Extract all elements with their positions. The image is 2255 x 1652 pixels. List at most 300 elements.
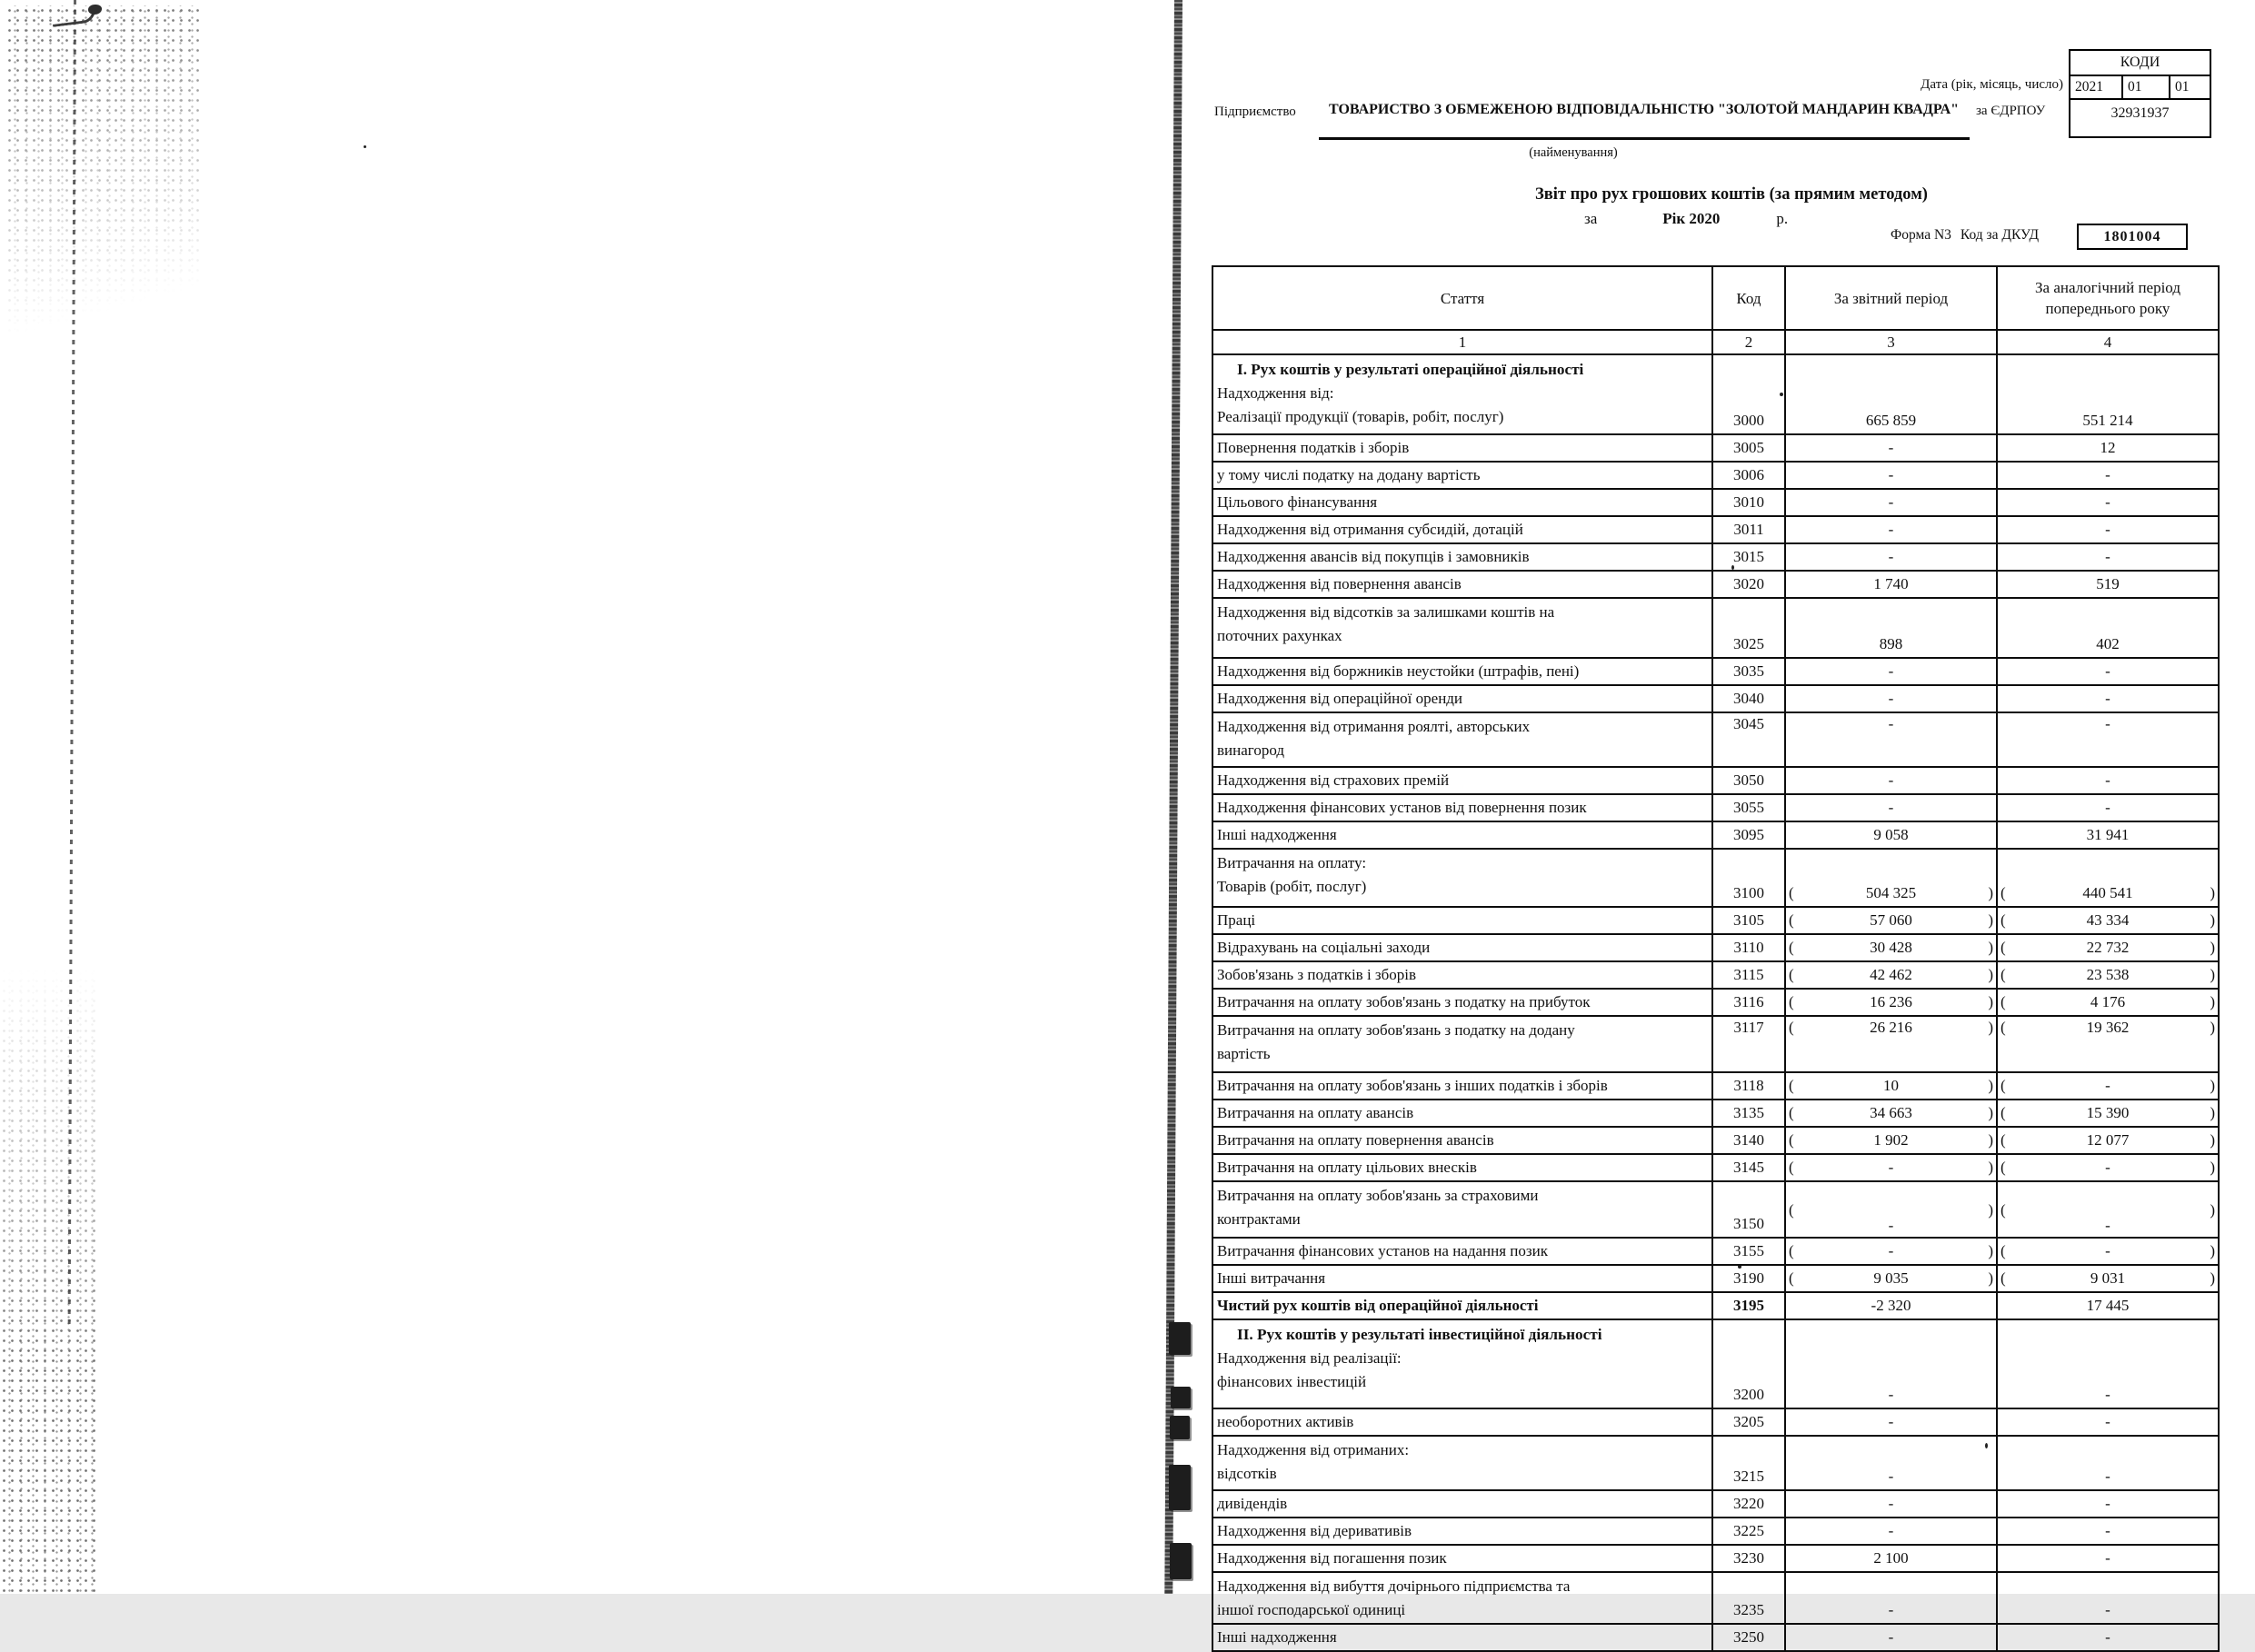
row-code: 3035 xyxy=(1712,658,1785,685)
row-label xyxy=(1212,1572,1712,1624)
paren-value-wrap xyxy=(1786,966,1996,984)
row-code: 3045 xyxy=(1712,712,1785,767)
header-article: Стаття xyxy=(1212,266,1712,330)
close-paren: ) xyxy=(2210,1104,2215,1121)
row-code: 3015 xyxy=(1712,543,1785,571)
cell-value: 30 428 xyxy=(1870,939,1912,956)
row-label-line: Надходження від отриманих: xyxy=(1217,1441,1410,1458)
table-row xyxy=(1212,658,2219,685)
company-name: ТОВАРИСТВО З ОБМЕЖЕНОЮ ВІДПОВІДАЛЬНІСТЮ "ЗОЛОТОЙ МАНДАРИН КВАДРА" xyxy=(1329,102,1960,117)
value-previous-period: - xyxy=(1997,462,2219,489)
value-current-period xyxy=(1785,1016,1997,1072)
table-row xyxy=(1212,1436,2219,1490)
row-label-line: Надходження від відсотків за залишками коштів на xyxy=(1217,603,1555,621)
value-previous-period: - xyxy=(1997,1545,2219,1572)
row-label-line: Витрачання на оплату цільових внесків xyxy=(1217,1159,1477,1176)
row-label xyxy=(1212,685,1712,712)
row-label-line: Витрачання на оплату зобов'язань з податку на додану xyxy=(1217,1021,1575,1039)
value-previous-period xyxy=(1997,849,2219,907)
row-label xyxy=(1212,1624,1712,1651)
row-label xyxy=(1212,1238,1712,1265)
column-number: 3 xyxy=(1785,330,1997,354)
binding-comb-mark xyxy=(1169,1465,1191,1510)
open-paren: ( xyxy=(2001,1242,2006,1259)
close-paren: ) xyxy=(1988,966,1993,983)
row-code: 3095 xyxy=(1712,821,1785,849)
open-paren: ( xyxy=(2001,1201,2006,1219)
value-previous-period: - xyxy=(1997,489,2219,516)
open-paren: ( xyxy=(2001,1159,2006,1176)
value-previous-period xyxy=(1997,934,2219,961)
value-previous-period: - xyxy=(1997,658,2219,685)
row-code: 3155 xyxy=(1712,1238,1785,1265)
cell-value: 10 xyxy=(1883,1077,1899,1094)
value-previous-period xyxy=(1997,1181,2219,1238)
value-current-period: - xyxy=(1785,1624,1997,1651)
row-label-line: Інші витрачання xyxy=(1217,1269,1326,1287)
row-label-line: Витрачання на оплату зобов'язань з податку на прибуток xyxy=(1217,993,1591,1010)
table-row xyxy=(1212,767,2219,794)
row-code: 3190 xyxy=(1712,1265,1785,1292)
paren-value-wrap xyxy=(1998,1269,2218,1288)
column-number-row xyxy=(1212,330,2219,354)
table-row xyxy=(1212,598,2219,658)
value-current-period: - xyxy=(1785,1518,1997,1545)
value-current-period xyxy=(1785,849,1997,907)
row-label xyxy=(1212,821,1712,849)
cell-value: 26 216 xyxy=(1870,1019,1912,1036)
codes-box-day: 01 xyxy=(2175,79,2190,95)
cell-value: - xyxy=(2105,1217,2110,1234)
value-current-period: - xyxy=(1785,1408,1997,1436)
close-paren: ) xyxy=(2210,1077,2215,1094)
paren-value-wrap xyxy=(1998,1104,2218,1122)
row-label xyxy=(1212,907,1712,934)
row-code: 3195 xyxy=(1712,1292,1785,1319)
row-label-line: Надходження від боржників неустойки (штрафів, пені) xyxy=(1217,662,1580,680)
value-current-period xyxy=(1785,1154,1997,1181)
date-label: Дата (рік, місяць, число) xyxy=(1921,77,2063,92)
close-paren: ) xyxy=(2210,1019,2215,1036)
row-label xyxy=(1212,516,1712,543)
cell-value: 16 236 xyxy=(1870,993,1912,1010)
row-label xyxy=(1212,489,1712,516)
row-label xyxy=(1212,1292,1712,1319)
value-previous-period xyxy=(1997,907,2219,934)
row-label-line: Надходження від страхових премій xyxy=(1217,771,1450,789)
table-row xyxy=(1212,1572,2219,1624)
value-previous-period xyxy=(1997,1100,2219,1127)
table-row xyxy=(1212,571,2219,598)
edrpou-label: за ЄДРПОУ xyxy=(1976,104,2046,118)
table-row xyxy=(1212,1127,2219,1154)
period-suffix: р. xyxy=(1776,210,1789,227)
cell-value: 57 060 xyxy=(1870,911,1912,929)
cell-value: 15 390 xyxy=(2086,1104,2130,1121)
table-row xyxy=(1212,1016,2219,1072)
value-previous-period xyxy=(1997,1072,2219,1100)
row-label-line: дивідендів xyxy=(1217,1495,1288,1512)
row-label-line: контрактами xyxy=(1217,1210,1301,1228)
table-row xyxy=(1212,434,2219,462)
cell-value: 12 077 xyxy=(2086,1131,2130,1149)
table-row xyxy=(1212,1238,2219,1265)
cell-value: - xyxy=(1888,1217,1894,1234)
paren-value-wrap xyxy=(1786,911,1996,930)
close-paren: ) xyxy=(2210,911,2215,929)
value-current-period: - xyxy=(1785,1572,1997,1624)
row-label xyxy=(1212,794,1712,821)
row-code: 3250 xyxy=(1712,1624,1785,1651)
cash-flow-table xyxy=(1212,265,2220,1652)
table-row xyxy=(1212,712,2219,767)
table-row xyxy=(1212,907,2219,934)
section-title: І. Рух коштів у результаті операційної діяльності xyxy=(1237,361,1584,378)
paren-value-wrap xyxy=(1786,1104,1996,1122)
value-current-period: - xyxy=(1785,543,1997,571)
row-label-line: Надходження від повернення авансів xyxy=(1217,575,1462,592)
open-paren: ( xyxy=(2001,939,2006,956)
company-name-underline xyxy=(1319,137,1970,140)
open-paren: ( xyxy=(1789,966,1794,983)
row-label xyxy=(1212,658,1712,685)
open-paren: ( xyxy=(2001,966,2006,983)
table-row xyxy=(1212,1624,2219,1651)
row-label xyxy=(1212,849,1712,907)
value-current-period: - xyxy=(1785,434,1997,462)
row-label-line: Надходження від деривативів xyxy=(1217,1522,1412,1539)
row-code: 3110 xyxy=(1712,934,1785,961)
close-paren: ) xyxy=(1988,1159,1993,1176)
close-paren: ) xyxy=(1988,993,1993,1010)
value-previous-period: - xyxy=(1997,1518,2219,1545)
close-paren: ) xyxy=(2210,884,2215,901)
value-previous-period: 402 xyxy=(1997,598,2219,658)
row-label-line: Надходження від вибуття дочірнього підприємства та xyxy=(1217,1577,1571,1595)
value-previous-period: - xyxy=(1997,685,2219,712)
row-label xyxy=(1212,1016,1712,1072)
header-previous-period: За аналогічний період попереднього року xyxy=(1997,266,2219,330)
header-code: Код xyxy=(1712,266,1785,330)
cell-value: - xyxy=(2105,1077,2110,1094)
row-label-line: Надходження фінансових установ від повернення позик xyxy=(1217,799,1587,816)
row-code: 3140 xyxy=(1712,1127,1785,1154)
value-current-period xyxy=(1785,1181,1997,1238)
row-code: 3025 xyxy=(1712,598,1785,658)
cell-value: 42 462 xyxy=(1870,966,1912,983)
row-code: 3200 xyxy=(1712,1319,1785,1408)
value-current-period: 665 859 xyxy=(1785,354,1997,434)
cell-value: 440 541 xyxy=(2082,884,2133,901)
paren-value-wrap xyxy=(1998,1077,2218,1095)
paren-value-wrap xyxy=(1998,993,2218,1011)
value-previous-period xyxy=(1997,1154,2219,1181)
close-paren: ) xyxy=(2210,1201,2215,1219)
row-label xyxy=(1212,934,1712,961)
row-code: 3215 xyxy=(1712,1436,1785,1490)
table-row xyxy=(1212,516,2219,543)
row-label-line: необоротних активів xyxy=(1217,1413,1354,1430)
row-code: 3115 xyxy=(1712,961,1785,989)
row-label xyxy=(1212,1436,1712,1490)
open-paren: ( xyxy=(2001,911,2006,929)
value-current-period: - xyxy=(1785,462,1997,489)
row-label xyxy=(1212,1127,1712,1154)
paren-value-wrap xyxy=(1786,1269,1996,1288)
row-code: 3117 xyxy=(1712,1016,1785,1072)
row-label-line: Витрачання фінансових установ на надання позик xyxy=(1217,1242,1548,1259)
row-label xyxy=(1212,1072,1712,1100)
row-label-line: Чистий рух коштів від операційної діяльності xyxy=(1217,1297,1539,1314)
table-row xyxy=(1212,1545,2219,1572)
row-label-line: Повернення податків і зборів xyxy=(1217,439,1410,456)
value-current-period: - xyxy=(1785,516,1997,543)
paren-value-wrap xyxy=(1786,1077,1996,1095)
table-row xyxy=(1212,849,2219,907)
codes-box-month: 01 xyxy=(2123,76,2170,98)
table-row xyxy=(1212,1518,2219,1545)
table-row xyxy=(1212,462,2219,489)
value-current-period xyxy=(1785,1100,1997,1127)
paren-value-wrap xyxy=(1998,1159,2218,1177)
row-code: 3205 xyxy=(1712,1408,1785,1436)
scan-noise-top-left xyxy=(5,5,201,369)
value-current-period: 2 100 xyxy=(1785,1545,1997,1572)
value-previous-period: - xyxy=(1997,1572,2219,1624)
value-previous-period: - xyxy=(1997,794,2219,821)
row-code: 3116 xyxy=(1712,989,1785,1016)
value-previous-period: 12 xyxy=(1997,434,2219,462)
codes-box-year: 2021 xyxy=(2070,76,2123,98)
open-paren: ( xyxy=(1789,939,1794,956)
paren-value-wrap xyxy=(1786,993,1996,1011)
period-prefix: за xyxy=(1584,210,1598,227)
row-label-line: Цільового фінансування xyxy=(1217,493,1378,511)
value-current-period: 898 xyxy=(1785,598,1997,658)
open-paren: ( xyxy=(2001,1077,2006,1094)
row-label xyxy=(1212,571,1712,598)
value-current-period xyxy=(1785,1127,1997,1154)
codes-box-edrpou-value: 32931937 xyxy=(2110,105,2170,121)
value-current-period: - xyxy=(1785,685,1997,712)
codes-box xyxy=(2069,49,2211,138)
table-row xyxy=(1212,961,2219,989)
value-current-period: - xyxy=(1785,1319,1997,1408)
cell-value: 22 732 xyxy=(2086,939,2130,956)
paren-value-wrap xyxy=(1786,939,1996,957)
open-paren: ( xyxy=(2001,884,2006,901)
row-code: 3050 xyxy=(1712,767,1785,794)
table-header-row xyxy=(1212,266,2219,330)
row-label xyxy=(1212,712,1712,767)
value-previous-period: - xyxy=(1997,767,2219,794)
close-paren: ) xyxy=(2210,966,2215,983)
column-number: 2 xyxy=(1712,330,1785,354)
paren-value-wrap xyxy=(1786,1242,1996,1260)
value-current-period xyxy=(1785,989,1997,1016)
row-label-line: Надходження від отримання роялті, авторських xyxy=(1217,718,1531,735)
dkud-code-box: 1801004 xyxy=(2077,224,2188,250)
report-period xyxy=(1584,210,2002,228)
close-paren: ) xyxy=(2210,1159,2215,1176)
form-label: Форма N3 xyxy=(1891,227,1951,243)
row-label xyxy=(1212,462,1712,489)
row-code: 3040 xyxy=(1712,685,1785,712)
row-label-line: Витрачання на оплату: xyxy=(1217,854,1367,871)
row-code: 3011 xyxy=(1712,516,1785,543)
open-paren: ( xyxy=(1789,1201,1794,1219)
row-label-line: Надходження від операційної оренди xyxy=(1217,690,1463,707)
report-title: Звіт про рух грошових коштів (за прямим методом) xyxy=(1535,185,1928,204)
value-previous-period: 551 214 xyxy=(1997,354,2219,434)
row-label xyxy=(1212,1518,1712,1545)
open-paren: ( xyxy=(2001,993,2006,1010)
row-code: 3005 xyxy=(1712,434,1785,462)
row-label xyxy=(1212,1545,1712,1572)
row-label xyxy=(1212,1490,1712,1518)
enterprise-label: Підприємство xyxy=(1214,104,1296,119)
row-code: 3105 xyxy=(1712,907,1785,934)
row-label-line: Витрачання на оплату зобов'язань з інших податків і зборів xyxy=(1217,1077,1608,1094)
value-previous-period xyxy=(1997,961,2219,989)
value-previous-period xyxy=(1997,1265,2219,1292)
row-code: 3020 xyxy=(1712,571,1785,598)
row-code: 3150 xyxy=(1712,1181,1785,1238)
paren-value-wrap xyxy=(1786,884,1996,902)
cell-value: 34 663 xyxy=(1870,1104,1912,1121)
close-paren: ) xyxy=(1988,1077,1993,1094)
close-paren: ) xyxy=(2210,939,2215,956)
value-current-period xyxy=(1785,961,1997,989)
open-paren: ( xyxy=(1789,884,1794,901)
row-label xyxy=(1212,543,1712,571)
table-row xyxy=(1212,1408,2219,1436)
value-current-period xyxy=(1785,907,1997,934)
row-label-line: Витрачання на оплату повернення авансів xyxy=(1217,1131,1494,1149)
close-paren: ) xyxy=(1988,1104,1993,1121)
row-code: 3006 xyxy=(1712,462,1785,489)
value-current-period: - xyxy=(1785,489,1997,516)
header-current-period: За звітний період xyxy=(1785,266,1997,330)
value-current-period xyxy=(1785,1238,1997,1265)
table-row xyxy=(1212,489,2219,516)
value-current-period xyxy=(1785,1072,1997,1100)
row-label-line: Надходження від отримання субсидій, дотацій xyxy=(1217,521,1523,538)
close-paren: ) xyxy=(1988,939,1993,956)
row-label-line: Праці xyxy=(1217,911,1256,929)
scan-noise-bottom-left xyxy=(0,936,98,1594)
close-paren: ) xyxy=(1988,1242,1993,1259)
binding-comb-mark xyxy=(1169,1322,1191,1355)
row-code: 3055 xyxy=(1712,794,1785,821)
table-row xyxy=(1212,1181,2219,1238)
value-previous-period: - xyxy=(1997,516,2219,543)
row-code: 3135 xyxy=(1712,1100,1785,1127)
value-previous-period: - xyxy=(1997,712,2219,767)
cell-value: 4 176 xyxy=(2090,993,2126,1010)
row-label-line: у тому числі податку на додану вартість xyxy=(1217,466,1481,483)
value-previous-period: - xyxy=(1997,543,2219,571)
cash-flow-statement xyxy=(1212,265,2220,1652)
value-current-period: - xyxy=(1785,1490,1997,1518)
row-code: 3225 xyxy=(1712,1518,1785,1545)
row-label-line: вартість xyxy=(1217,1045,1271,1062)
row-label xyxy=(1212,1408,1712,1436)
close-paren: ) xyxy=(1988,1269,1993,1287)
binding-comb-mark xyxy=(1170,1416,1190,1439)
close-paren: ) xyxy=(1988,1131,1993,1149)
close-paren: ) xyxy=(1988,884,1993,901)
row-label xyxy=(1212,1181,1712,1238)
row-label-line: Зобов'язань з податків і зборів xyxy=(1217,966,1417,983)
paren-value-wrap xyxy=(1998,911,2218,930)
open-paren: ( xyxy=(2001,1104,2006,1121)
value-previous-period xyxy=(1997,1127,2219,1154)
table-row xyxy=(1212,989,2219,1016)
value-previous-period: 17 445 xyxy=(1997,1292,2219,1319)
close-paren: ) xyxy=(1988,1201,1993,1219)
value-previous-period: - xyxy=(1997,1624,2219,1651)
codes-box-date-row xyxy=(2070,76,2210,100)
table-row xyxy=(1212,1154,2219,1181)
row-label-line: Реалізації продукції (товарів, робіт, послуг) xyxy=(1217,408,1504,425)
row-code: 3145 xyxy=(1712,1154,1785,1181)
row-label-line: Товарів (робіт, послуг) xyxy=(1217,878,1367,895)
close-paren: ) xyxy=(2210,993,2215,1010)
row-label-line: Інші надходження xyxy=(1217,1628,1337,1646)
open-paren: ( xyxy=(1789,1077,1794,1094)
table-row xyxy=(1212,1100,2219,1127)
paren-value-wrap xyxy=(1998,1019,2218,1037)
codes-box-title: КОДИ xyxy=(2070,51,2210,76)
cell-value: 43 334 xyxy=(2086,911,2130,929)
cell-value: 23 538 xyxy=(2086,966,2130,983)
row-label xyxy=(1212,1265,1712,1292)
cell-value: - xyxy=(2105,1242,2110,1259)
table-row xyxy=(1212,685,2219,712)
row-code: 3230 xyxy=(1712,1545,1785,1572)
paren-value-wrap xyxy=(1786,1019,1996,1037)
row-label-line: поточних рахунках xyxy=(1217,627,1342,644)
row-label-line: відсотків xyxy=(1217,1465,1277,1482)
row-code: 3010 xyxy=(1712,489,1785,516)
column-number: 4 xyxy=(1997,330,2219,354)
form-line xyxy=(1891,227,2039,244)
value-current-period: - xyxy=(1785,1436,1997,1490)
open-paren: ( xyxy=(2001,1269,2006,1287)
name-caption: (найменування) xyxy=(1529,145,1618,160)
table-row xyxy=(1212,1319,2219,1408)
table-row xyxy=(1212,354,2219,434)
paren-value-wrap xyxy=(1998,884,2218,902)
value-current-period: 9 058 xyxy=(1785,821,1997,849)
row-label-line: Інші надходження xyxy=(1217,826,1337,843)
paren-value-wrap xyxy=(1786,1159,1996,1177)
cell-value: - xyxy=(1888,1159,1894,1176)
row-code: 3235 xyxy=(1712,1572,1785,1624)
value-previous-period: - xyxy=(1997,1436,2219,1490)
cell-value: 1 902 xyxy=(1873,1131,1909,1149)
row-label-line: винагород xyxy=(1217,741,1284,759)
open-paren: ( xyxy=(1789,911,1794,929)
cell-value: 504 325 xyxy=(1865,884,1917,901)
value-previous-period xyxy=(1997,1016,2219,1072)
section-title: ІІ. Рух коштів у результаті інвестиційної діяльності xyxy=(1237,1326,1602,1343)
open-paren: ( xyxy=(1789,1159,1794,1176)
value-current-period: - xyxy=(1785,658,1997,685)
table-row xyxy=(1212,794,2219,821)
open-paren: ( xyxy=(1789,1104,1794,1121)
